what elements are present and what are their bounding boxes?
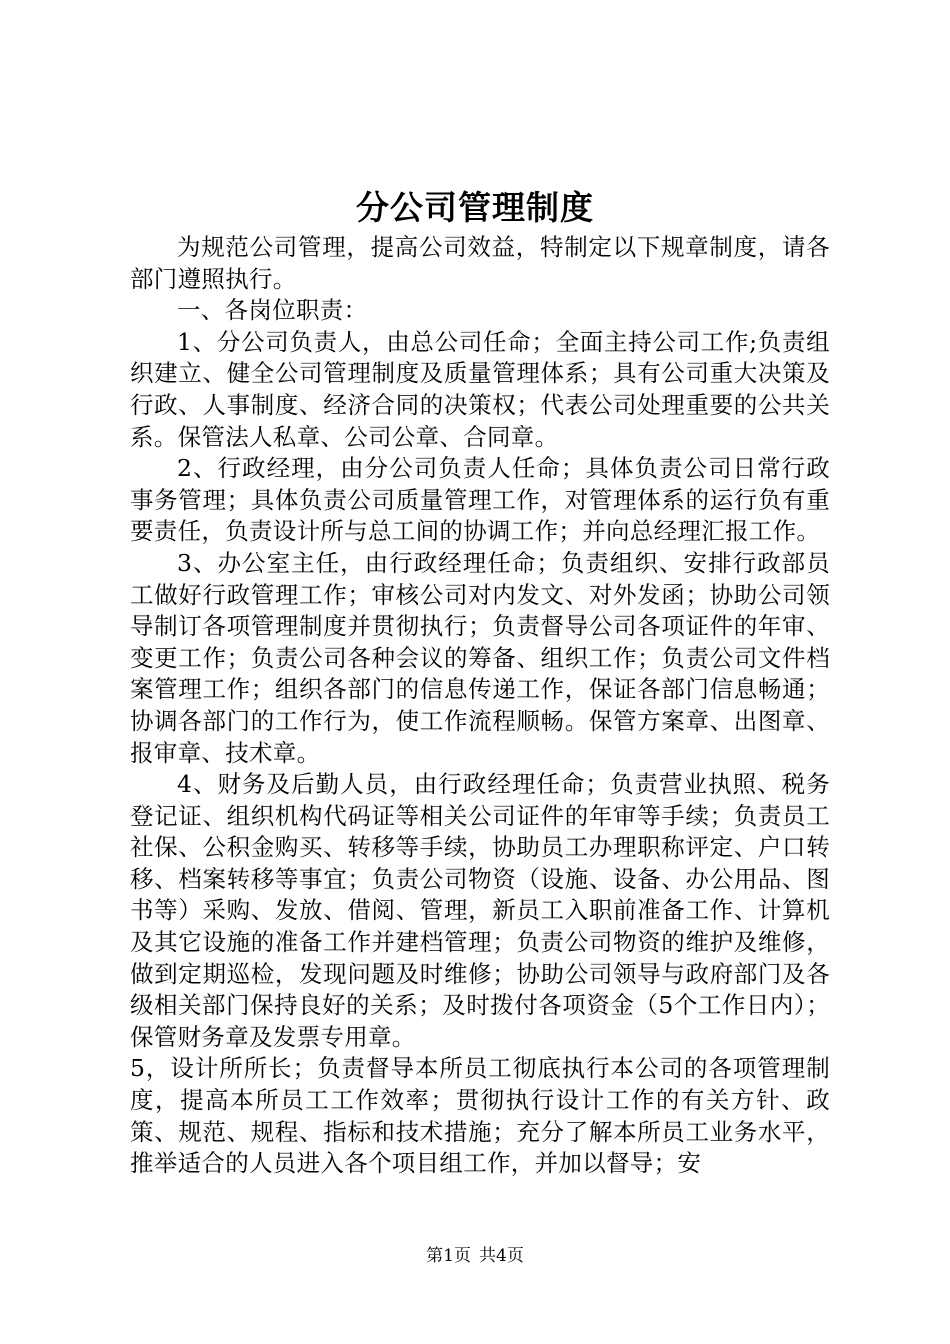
page-total: 共4页 xyxy=(479,1246,524,1266)
page-footer xyxy=(0,1244,950,1268)
document-body xyxy=(130,232,830,1180)
duty-paragraph-office-director: 3、办公室主任，由行政经理任命；负责组织、安排行政部员工做好行政管理工作；审核公司对内发文、对外发函；协助公司领导制订各项管理制度并贯彻执行；负责督导公司各项证件的年审、变更工作；负责公司各种会议的筹备、组织工作；负责公司文件档案管理工作；组织各部门的信息传递工作，保证各部门信息畅通；协调各部门的工作行为，使工作流程顺畅。保管方案章、出图章、报审章、技术章。 xyxy=(130,548,830,767)
document-title: 分公司管理制度 xyxy=(356,188,594,227)
duty-paragraph-design-institute-head: 5，设计所所长；负责督导本所员工彻底执行本公司的各项管理制度，提高本所员工工作效率；贯彻执行设计工作的有关方针、政策、规范、规程、指标和技术措施；充分了解本所员工业务水平，推举适合的人员进入各个项目组工作，并加以督导；安 xyxy=(130,1054,830,1178)
duty-paragraph-finance-logistics: 4、财务及后勤人员，由行政经理任命；负责营业执照、税务登记证、组织机构代码证等相关公司证件的年审等手续；负责员工社保、公积金购买、转移等手续，协助员工办理职称评定、户口转移、档案转移等事宜；负责公司物资（设施、设备、办公用品、图书等）采购、发放、借阅、管理，新员工入职前准备工作、计算机及其它设施的准备工作并建档管理；负责公司物资的维护及维修，做到定期巡检，发现问题及时维修；协助公司领导与政府部门及各级相关部门保持良好的关系；及时拨付各项资金（5个工作日内）；保管财务章及发票专用章。 xyxy=(130,770,830,1051)
duty-paragraph-admin-manager: 2、行政经理，由分公司负责人任命；具体负责公司日常行政事务管理；具体负责公司质量管理工作，对管理体系的运行负有重要责任，负责设计所与总工间的协调工作；并向总经理汇报工作。 xyxy=(130,454,830,546)
duty-paragraph-branch-head: 1、分公司负责人，由总公司任命；全面主持公司工作;负责组织建立、健全公司管理制度及质量管理体系；具有公司重大决策及行政、人事制度、经济合同的决策权；代表公司处理重要的公共关系。保管法人私章、公司公章、合同章。 xyxy=(130,327,830,451)
intro-paragraph: 为规范公司管理，提高公司效益，特制定以下规章制度，请各部门遵照执行。 xyxy=(130,233,830,293)
section-heading-job-duties: 一、各岗位职责： xyxy=(177,296,368,325)
page-number: 第1页 xyxy=(426,1246,471,1266)
